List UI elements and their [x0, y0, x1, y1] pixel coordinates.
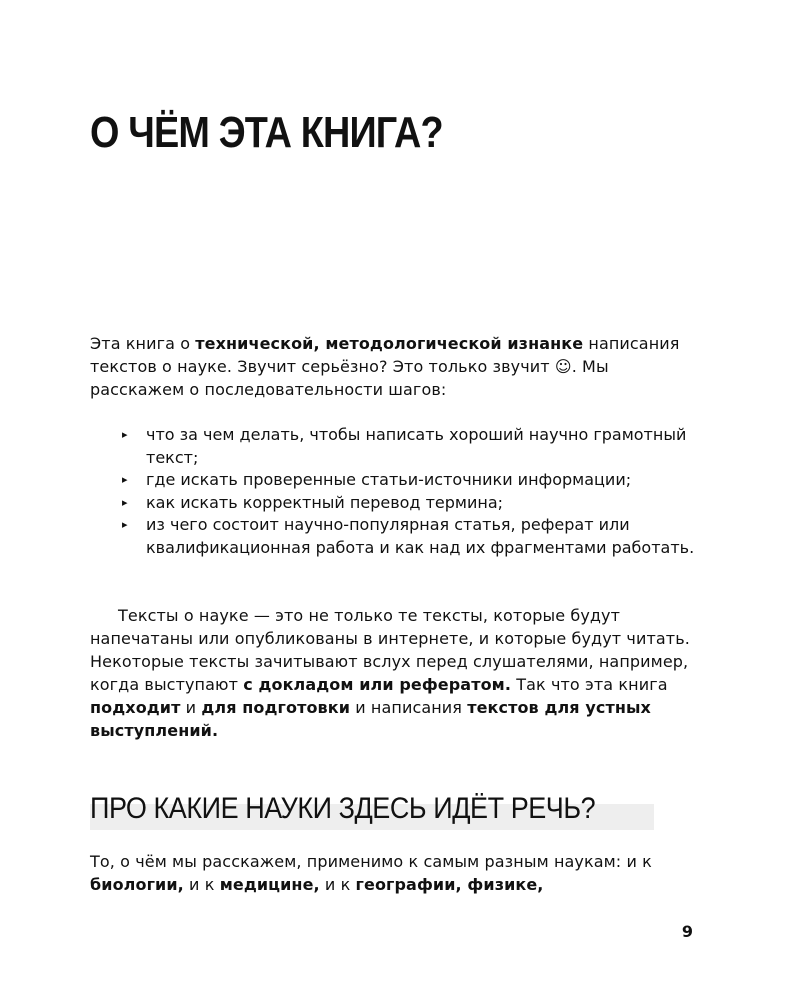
- list-item: [118, 424, 703, 469]
- para3-text-1: То, о чём мы расскажем, применимо к самым разным наукам: и к: [90, 852, 652, 871]
- para2-bold-3: для подготовки: [201, 698, 351, 717]
- para2-text-4: и написания: [350, 698, 468, 717]
- para2-text-2: Так что эта книга: [511, 675, 668, 694]
- para3-bold-2: медицине,: [219, 875, 320, 894]
- page-title: О ЧЁМ ЭТА КНИГА?: [90, 108, 443, 157]
- intro-bold-1: технической, методологической изнанке: [195, 334, 584, 353]
- list-item: [118, 514, 703, 559]
- list-item-text: где искать проверенные статьи-источники информации;: [146, 470, 632, 489]
- para2-text-3: и: [180, 698, 202, 717]
- page-number: 9: [681, 922, 693, 941]
- bullet-arrow-icon: ▸: [122, 495, 128, 509]
- intro-paragraph: [90, 332, 700, 401]
- para3-text-2: и к: [183, 875, 220, 894]
- para2-bold-1: с докладом или рефератом.: [243, 675, 512, 694]
- list-item-text: как искать корректный перевод термина;: [146, 492, 504, 512]
- para2-text-1: Тексты о науке — это не только те тексты, которые будут напечатаны или опубликованы в интернете, и которые будут читать. Некоторые тексты зачитывают вслух перед слушателями, например, когда выступают: [90, 606, 690, 694]
- smiley-icon: ☺: [554, 357, 572, 376]
- list-item-text: из чего состоит научно-популярная статья, реферат или квалификационная работа и как над их фрагментами работать.: [146, 515, 695, 557]
- bullet-arrow-icon: ▸: [122, 428, 128, 441]
- para2-bold-4: текстов для устных выступлений.: [90, 698, 651, 740]
- sciences-paragraph: [90, 850, 700, 896]
- para3-bold-3: географии, физике,: [355, 875, 544, 894]
- intro-text-3: . Мы расскажем о последовательности шагов:: [90, 357, 609, 399]
- section-title: ПРО КАКИЕ НАУКИ ЗДЕСЬ ИДЁТ РЕЧЬ?: [90, 792, 596, 825]
- list-item-text: что за чем делать, чтобы написать хороший научно грамотный текст;: [146, 425, 687, 467]
- para2-bold-2: подходит: [90, 698, 181, 717]
- intro-text-1: Эта книга о: [90, 334, 196, 353]
- oral-texts-paragraph: [90, 604, 700, 742]
- bullet-arrow-icon: ▸: [122, 473, 128, 486]
- steps-list: [118, 424, 703, 559]
- list-item: [118, 469, 703, 492]
- section-heading: [90, 792, 654, 830]
- bullet-arrow-icon: ▸: [122, 518, 128, 531]
- intro-text-2: написания текстов о науке. Звучит серьёзно? Это только звучит: [90, 334, 680, 376]
- list-item: [118, 492, 703, 515]
- para3-text-3: и к: [319, 875, 356, 894]
- para3-bold-1: биологии,: [90, 875, 184, 894]
